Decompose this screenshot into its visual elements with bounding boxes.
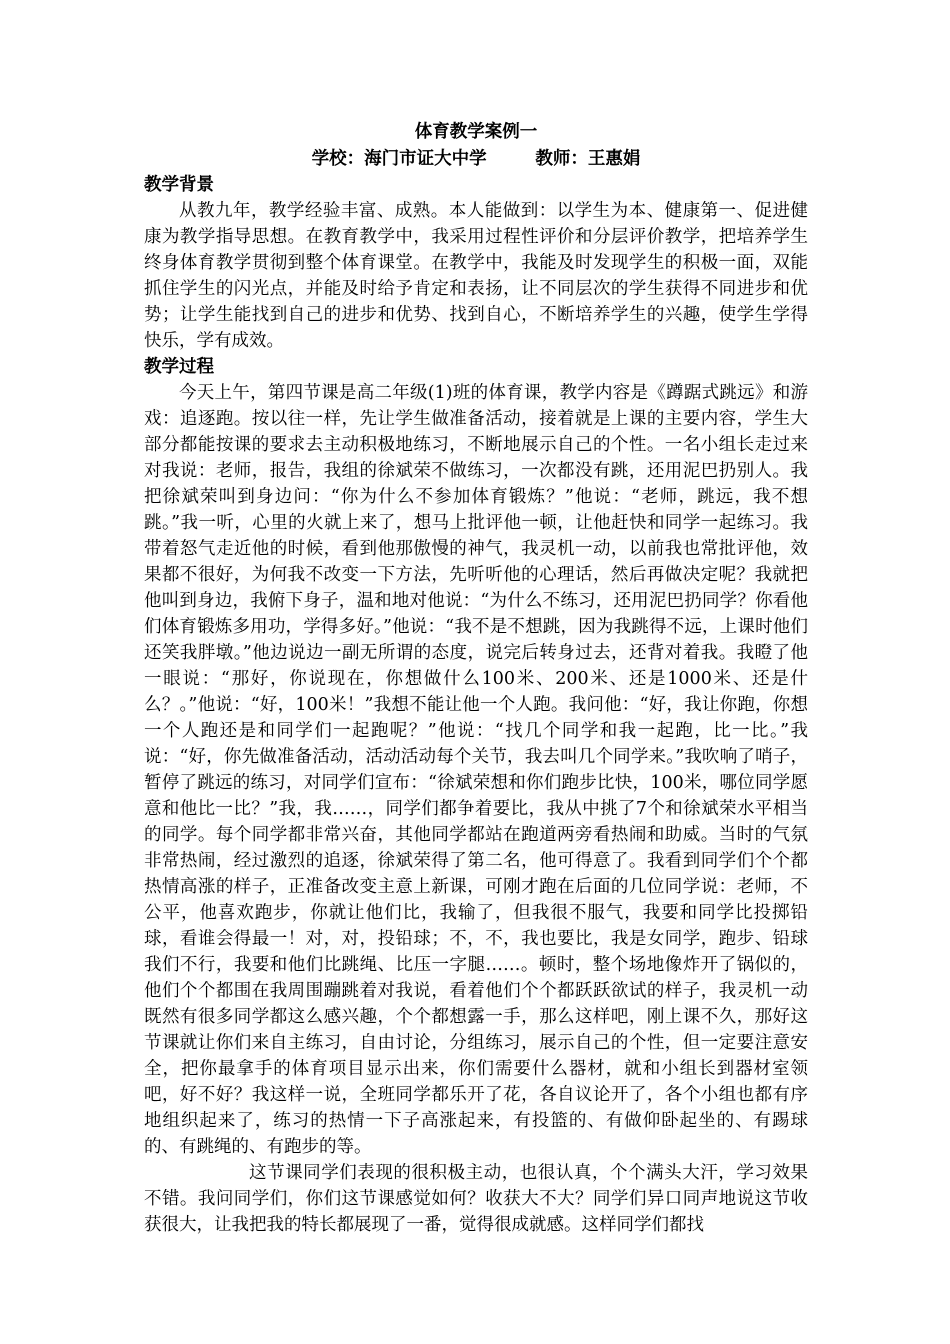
paragraph: 这节课同学们表现的很积极主动，也很认真，个个满头大汗，学习效果不错。我问同学们，你们这节课感觉如何？收获大不大？同学们异口同声地说这节收获很大，让我把我的特长都展现了一番，觉得很成就感。这样同学们都找: [144, 1163, 808, 1235]
section-heading: 教学过程: [144, 357, 214, 377]
section-background: [144, 172, 808, 354]
section-process: [144, 354, 808, 1238]
document-subtitle: 学校：海门市证大中学 教师：王惠娟: [311, 149, 641, 169]
paragraph: 今天上午，第四节课是高二年级(1)班的体育课，教学内容是《蹲踞式跳远》和游戏：追逐跑。按以往一样，先让学生做准备活动，接着就是上课的主要内容，学生大部分都能按课的要求去主动积极地练习，不断地展示自己的个性。一名小组长走过来对我说：老师，报告，我组的徐斌荣不做练习，一次都没有跳，还用泥巴扔别人。我把徐斌荣叫到身边问：“你为什么不参加体育锻炼？”他说：“老师，跳远，我不想跳。”我一听，心里的火就上来了，想马上批评他一顿，让他赶快和同学一起练习。我带着怒气走近他的时候，看到他那傲慢的神气，我灵机一动，以前我也常批评他，效果都不很好，为何我不改变一下方法，先听听他的心理话，然后再做决定呢？我就把他叫到身边，我俯下身子，温和地对他说：“为什么不练习，还用泥巴扔同学？你看他们体育锻炼多用功，学得多好。”他说：“我不是不想跳，因为我跳得不远，上课时他们还笑我胖墩。”他边说边一副无所谓的态度，说完后转身过去，还背对着我。我瞪了他一眼说：“那好，你说现在，你想做什么100米、200米、还是1000米、还是什么？。”他说：“好，100米！”我想不能让他一个人跑。我问他：“好，我让你跑，你想一个人跑还是和同学们一起跑呢？”他说：“找几个同学和我一起跑，比一比。”我说：“好，你先做准备活动，活动活动每个关节，我去叫几个同学来。”我吹响了哨子，暂停了跳远的练习，对同学们宣布：“徐斌荣想和你们跑步比快，100米，哪位同学愿意和他比一比？”我，我……，同学们都争着要比，我从中挑了7个和徐斌荣水平相当的同学。每个同学都非常兴奋，其他同学都站在跑道两旁看热闹和助威。当时的气氛非常热闹，经过激烈的追逐，徐斌荣得了第二名，他可得意了。我看到同学们个个都热情高涨的样子，正准备改变主意上新课，可刚才跑在后面的几位同学说：老师，不公平，他喜欢跑步，你就让他们比，我输了，但我很不服气，我要和同学比投掷铅球，看谁会得最一！对，对，投铅球；不，不，我也要比，我是女同学，跑步、铅球我们不行，我要和他们比跳绳、比压一字腿……。顿时，整个场地像炸开了锅似的，他们个个都围在我周围蹦跳着对我说，看着他们个个都跃跃欲试的样子，我灵机一动既然有很多同学都这么感兴趣，个个都想露一手，那么这样吧，刚上课不久，那好这节课就让你们来自主练习，自由讨论，分组练习，展示自己的个性，但一定要注意安全，把你最拿手的体育项目显示出来，你们需要什么器材，就和小组长到器材室领吧，好不好？我这样一说，全班同学都乐开了花，各自议论开了，各个小组也都有序地组织起来了，练习的热情一下子高涨起来，有投篮的、有做仰卧起坐的、有踢球的、有跳绳的、有跑步的等。: [144, 383, 808, 1157]
document-title: 体育教学案例一: [414, 122, 538, 142]
section-heading: 教学背景: [144, 175, 214, 195]
paragraph: 从教九年，教学经验丰富、成熟。本人能做到：以学生为本、健康第一、促进健康为教学指导思想。在教育教学中，我采用过程性评价和分层评价教学，把培养学生终身体育教学贯彻到整个体育课堂。在教学中，我能及时发现学生的积极一面，双能抓住学生的闪光点，并能及时给予肯定和表扬，让不同层次的学生获得不同进步和优势；让学生能找到自己的进步和优势、找到自心，不断培养学生的兴趣，使学生学得快乐，学有成效。: [144, 201, 808, 351]
document-page: [144, 118, 808, 1238]
